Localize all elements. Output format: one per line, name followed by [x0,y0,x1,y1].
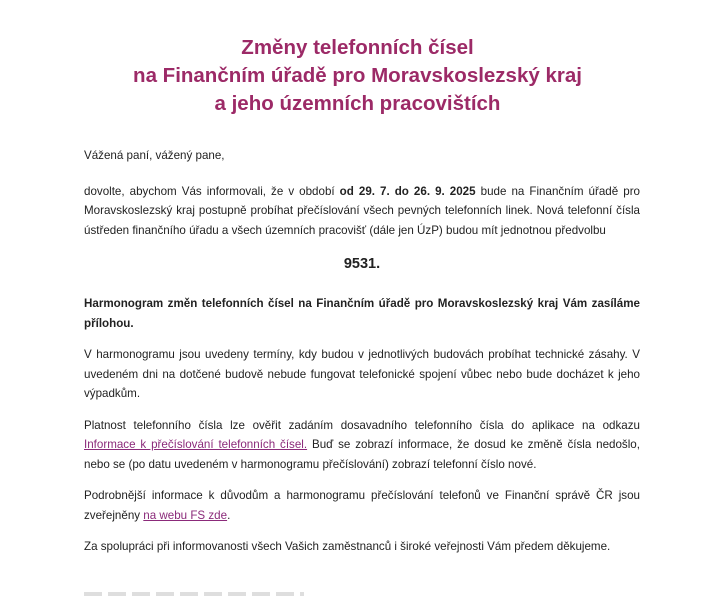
title-line-3: a jeho územních pracovištích [214,92,501,115]
renumbering-info-link[interactable]: Informace k přečíslování telefonních čísel. [84,438,308,451]
validity-text-2: Buď se zobrazí informace, že dosud ke změně čísla nedošlo, nebo se (po datu uvedeném v harmonogramu přečíslování) zobrazí telefonní číslo nové. [84,438,640,471]
fs-web-link[interactable]: na webu FS zde [143,508,228,522]
title-line-1: Změny telefonních čísel [241,36,474,59]
title-line-2: na Finančním úřadě pro Moravskoslezský kraj [133,64,582,87]
more-info-paragraph [84,486,640,525]
document-title [0,34,715,118]
intro-period: od 29. 7. do 26. 9. 2025 [339,184,476,198]
validity-paragraph [84,416,640,475]
document-body [84,146,640,569]
validity-text-1: Platnost telefonního čísla lze ověřit zadáním dosavadního telefonního čísla do aplikace na odkazu [84,418,640,432]
schedule-detail: V harmonogramu jsou uvedeny termíny, kdy budou v jednotlivých budovách probíhat technické zásahy. V uvedeném dni na dotčené budově nebude fungovat telefonické spojení vůbec nebo bude docházet k jeho výpadkům. [84,348,640,400]
schedule-note: Harmonogram změn telefonních čísel na Finančním úřadě pro Moravskoslezský kraj Vám zasíláme přílohou. [84,297,640,330]
more-info-text-1: Podrobnější informace k důvodům a harmonogramu přečíslování telefonů ve Finanční správě ČR jsou zveřejněny [84,489,640,522]
greeting: Vážená paní, vážený pane, [84,149,225,162]
closing-paragraph: Za spolupráci při informovanosti všech Vašich zaměstnanců i široké veřejnosti Vám předem děkujeme. [84,540,611,553]
faint-footer-text [84,592,304,596]
more-info-text-2: . [227,508,231,522]
intro-paragraph [84,182,640,241]
intro-text-1: dovolte, abychom Vás informovali, že v období [84,184,340,198]
intro-text-2: bude na Finančním úřadě pro Moravskoslezský kraj postupně probíhat přečíslování všech pevných telefonních linek. Nová telefonní čísla ústředen finančního úřadu a všech územních pracovišť (dále jen ÚzP) budou mít jednotnou předvolbu [84,184,640,237]
phone-prefix: 9531. [343,256,381,272]
